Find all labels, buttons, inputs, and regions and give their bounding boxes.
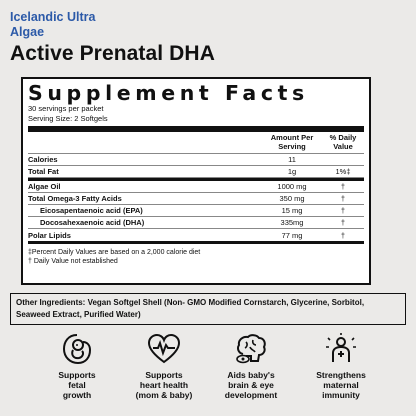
other-ingredients: Other Ingredients: Vegan Softgel Shell (Non- GMO Modified Cornstarch, Glycerine, Sorbitol, Seaweed Extract, Purified Water) <box>10 293 406 325</box>
brain-eye-icon <box>234 332 268 366</box>
benefit-label-1: Aids baby's <box>227 370 275 380</box>
benefit-label-3: (mom & baby) <box>135 390 193 400</box>
medium-divider <box>28 241 364 244</box>
benefits-row <box>0 332 416 416</box>
amount-header: Amount Per Serving <box>270 133 314 151</box>
benefit-label-3: immunity <box>322 390 360 400</box>
brand-name <box>10 10 130 40</box>
benefit-label-3: development <box>224 390 278 400</box>
servings-per-packet: 30 servings per packet <box>28 104 104 113</box>
immunity-person-icon <box>324 332 358 366</box>
daily-value-header: % Daily Value <box>329 133 357 151</box>
serving-size: Serving Size: 2 Softgels <box>28 114 108 123</box>
heart-pulse-icon <box>147 332 181 366</box>
table-row: Docosahexaenoic acid (DHA) 335mg † <box>28 217 364 229</box>
table-row: Eicosapentaenoic acid (EPA) 15 mg † <box>28 205 364 217</box>
benefit-label-2: maternal <box>323 380 359 390</box>
table-row: Calories 11 <box>28 154 364 166</box>
table-row: Polar Lipids 77 mg † <box>28 230 346 240</box>
brand-line-2: Algae <box>10 25 45 39</box>
benefit-label-2: fetal <box>68 380 86 390</box>
table-row: Algae Oil 1000 mg † <box>28 181 364 193</box>
benefit-label-1: Supports <box>145 370 183 380</box>
footnotes <box>28 248 364 266</box>
benefit-label-3: growth <box>62 390 92 400</box>
facts-header-row <box>28 132 364 154</box>
footnote-not-established: † Daily Value not established <box>28 258 118 265</box>
supplement-facts-panel <box>21 77 371 285</box>
benefit-fetal-growth <box>32 332 122 400</box>
facts-title: Supplement Facts <box>28 81 309 105</box>
benefit-label-2: brain & eye <box>228 380 274 390</box>
benefit-label-1: Strengthens <box>316 370 366 380</box>
benefit-brain-eye <box>206 332 296 400</box>
benefit-immunity <box>296 332 386 400</box>
benefit-heart-health <box>119 332 209 400</box>
benefit-label-1: Supports <box>58 370 96 380</box>
fetus-icon <box>60 332 94 366</box>
product-title: Active Prenatal DHA <box>10 42 215 65</box>
table-row: Total Fat 1g 1%‡ <box>28 166 364 178</box>
footnote-daily-values: ‡Percent Daily Values are based on a 2,000 calorie diet <box>28 249 201 256</box>
benefit-label-2: heart health <box>139 380 189 390</box>
brand-line-1: Icelandic Ultra <box>10 10 96 24</box>
table-row: Total Omega-3 Fatty Acids 350 mg † <box>28 193 364 205</box>
